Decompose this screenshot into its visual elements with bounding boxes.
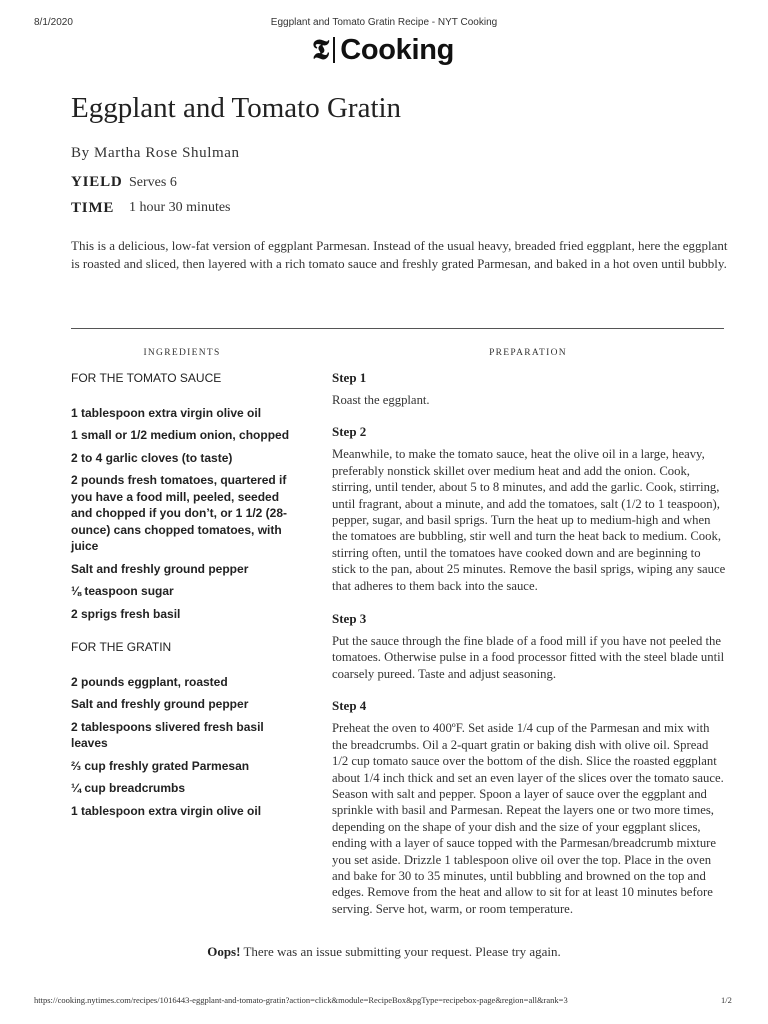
step-label: Step 2: [332, 424, 367, 440]
error-banner: [0, 944, 768, 960]
time-label: TIME: [71, 200, 115, 216]
ingredients-heading: INGREDIENTS: [143, 348, 221, 358]
nyt-t-logo-icon: 𝕿: [312, 33, 330, 66]
ingredient-item: 2 pounds eggplant, roasted: [71, 674, 228, 689]
step-text: Meanwhile, to make the tomato sauce, heat the olive oil in a large, heavy, preferably nonstick skillet over medium heat and add the onion. Cook, stirring, until tender, about 5 to 8 minutes, and add the garlic. Cook, stirring, until fragrant, about a minute, and add the tomatoes, salt (1/2 to 1 teaspoon), pepper, sugar, and basil sprigs. Turn the heat up to medium-high and when the tomatoes are bubbling, stir well and turn the heat back to medium. Cook, stirring often, until the tomatoes have cooked down and are beginning to stick to the pan, about 25 minutes. Remove the basil sprigs, wiping any sauce that adheres to them back into the sauce.: [332, 447, 726, 593]
ingredient-item: 1 small or 1/2 medium onion, chopped: [71, 428, 290, 442]
ingredient-item: 2 tablespoons slivered fresh basil leaves: [71, 719, 264, 750]
preparation-heading: PREPARATION: [489, 348, 567, 358]
ingredient-item: 1 tablespoon extra virgin olive oil: [71, 405, 262, 420]
print-header-title: Eggplant and Tomato Gratin Recipe - NYT Cooking: [270, 17, 498, 28]
step-label: Step 1: [332, 370, 367, 385]
ingredient-item: 2 pounds fresh tomatoes, quartered if you have a food mill, peeled, seeded and chopped if you don’t, or 1 1/2 (28-ounce) cans chopped tomatoes, with juice: [71, 473, 288, 553]
step-text: Preheat the oven to 400ºF. Set aside 1/4 cup of the Parmesan and mix with the breadcrumbs. Oil a 2-quart gratin or baking dish with olive oil. Spread 1/2 cup tomato sauce over the bottom of the dish. Slice the roasted eggplant about 1/4 inch thick and set an even layer of the slices over the tomato sauce. Season with salt and pepper. Spoon a layer of sauce over the eggplant and sprinkle with basil and Parmesan. Repeat the layers one or two more times, depending on the shape of your dish and the size of your eggplant slices, ending with a layer of sauce topped with the Parmesan/breadcrumb mixture you set aside. Drizzle 1 tablespoon olive oil over the top. Place in the oven and bake for 30 to 35 minutes, until bubbling and browned on the top and edges. Remove from the heat and allow to sit for at least 10 minutes before serving. Serve hot, warm, or room temperature.: [332, 721, 724, 916]
step-text: Roast the eggplant.: [332, 393, 430, 407]
step-text: Put the sauce through the fine blade of a food mill if you have not peeled the tomatoes. Otherwise pulse in a food processor fitted with the steel blade until coarsely pureed. Taste and adjust seasoning.: [332, 634, 725, 681]
ingredient-item: ¼ cup breadcrumbs: [71, 781, 186, 795]
ingredient-group: [71, 370, 301, 622]
ingredient-item: ⅔ cup freshly grated Parmesan: [71, 758, 250, 773]
print-header-date: 8/1/2020: [34, 17, 73, 28]
prep-step: [332, 370, 727, 408]
ingredient-item: Salt and freshly ground pepper: [71, 561, 249, 576]
ingredient-item: 2 to 4 garlic cloves (to taste): [71, 450, 233, 465]
print-footer-url[interactable]: https://cooking.nytimes.com/recipes/1016443-eggplant-and-tomato-gratin?action=click&module=RecipeBox&pgType=recipebox-page&region=all&rank=3: [34, 995, 568, 1005]
step-label: Step 3: [332, 611, 367, 627]
error-banner-strong: Oops!: [207, 944, 241, 959]
ingredient-item: ⅛ teaspoon sugar: [71, 584, 174, 598]
logo-wordmark: Cooking: [340, 34, 455, 66]
ingredient-item: 2 sprigs fresh basil: [71, 606, 181, 621]
prep-step: [332, 424, 727, 594]
preparation-column: [332, 346, 727, 917]
recipe-intro: This is a delicious, low-fat version of eggplant Parmesan. Instead of the usual heavy, breaded fried eggplant, here the eggplant is roasted and sliced, then layered with a rich tomato sauce and freshly grated Parmesan, and baked in a hot oven until bubbly.: [71, 238, 728, 271]
ingredient-item: Salt and freshly ground pepper: [71, 697, 249, 711]
ingredient-item: 1 tablespoon extra virgin olive oil: [71, 803, 262, 818]
ingredient-group-label: FOR THE TOMATO SAUCE: [71, 371, 222, 385]
time-value: 1 hour 30 minutes: [129, 200, 231, 215]
yield-label: YIELD: [71, 174, 123, 190]
print-footer-page-number: 1/2: [721, 995, 732, 1005]
nyt-cooking-logo[interactable]: [312, 32, 454, 68]
ingredient-group-label: FOR THE GRATIN: [71, 640, 172, 654]
step-label: Step 4: [332, 698, 367, 714]
error-banner-text: There was an issue submitting your request. Please try again.: [243, 944, 561, 959]
prep-step: [332, 611, 727, 682]
ingredient-group: [71, 639, 301, 819]
yield-value: Serves 6: [129, 175, 177, 190]
recipe-title: Eggplant and Tomato Gratin: [71, 92, 402, 124]
prep-step: [332, 698, 727, 917]
recipe-byline: By Martha Rose Shulman: [71, 145, 240, 161]
ingredients-column: [71, 346, 301, 819]
logo-divider: [333, 37, 335, 63]
section-divider: [71, 328, 724, 329]
